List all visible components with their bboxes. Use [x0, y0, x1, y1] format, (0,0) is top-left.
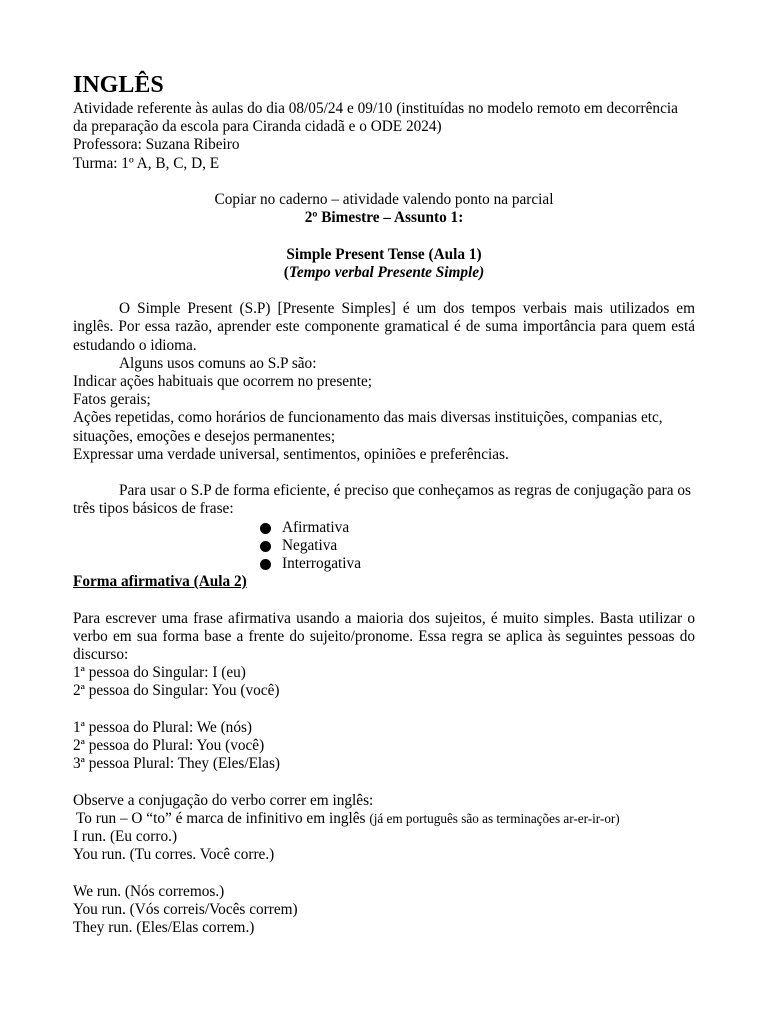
lesson1-title: Simple Present Tense (Aula 1) [286, 245, 482, 263]
term-heading: 2º Bimestre – Assunto 1: [304, 209, 464, 227]
sentence-type-label: Afirmativa [282, 518, 350, 536]
lesson1-intro: O Simple Present (S.P) [Presente Simples] é um dos tempos verbais mais utilizados em inglês. Por essa razão, aprender este componente gramatical é de suma importância para quem está estudando o idioma. [73, 300, 695, 354]
spacer [73, 591, 695, 609]
list-item [260, 519, 695, 537]
lesson1-subtitle-paren: ( [283, 263, 289, 281]
lesson1-subtitle-text: Tempo verbal Presente Simple) [288, 263, 485, 281]
list-item [260, 555, 695, 573]
example-item: You run. (Tu corres. Você corre.) [73, 846, 275, 864]
lesson1-uses-intro: Alguns usos comuns ao S.P são: [119, 354, 317, 372]
activity-description: Atividade referente às aulas do dia 08/05/24 e 09/10 (instituídas no modelo remoto em decorrência da preparação da escola para Ciranda cidadã e o ODE 2024) [73, 100, 678, 136]
bullet-icon [260, 523, 271, 534]
lesson1-subtitle [73, 264, 695, 282]
use-item: Fatos gerais; [73, 391, 151, 409]
bullet-icon [260, 541, 271, 552]
spacer [73, 864, 695, 882]
example-item: They run. (Eles/Elas correm.) [73, 919, 255, 937]
lesson1-conjugation-intro: Para usar o S.P de forma eficiente, é preciso que conheçamos as regras de conjugação para os três tipos básicos de frase: [73, 482, 691, 518]
example-item: We run. (Nós corremos.) [73, 882, 225, 900]
person-item: 2ª pessoa do Singular: You (você) [73, 682, 280, 700]
teacher-line: Professora: Suzana Ribeiro [73, 136, 240, 154]
use-item: Indicar ações habituais que ocorrem no presente; [73, 373, 373, 390]
person-item: 1ª pessoa do Singular: I (eu) [73, 664, 246, 682]
page-title: INGLÊS [73, 72, 164, 98]
use-item: Ações repetidas, como horários de funcionamento das mais diversas instituições, companias etc, situações, emoções e desejos permanentes; [73, 409, 663, 445]
copy-instruction: Copiar no caderno – atividade valendo ponto na parcial [214, 191, 554, 208]
infinitive-note: (já em português são as terminações ar-er-ir-or) [369, 810, 620, 826]
spacer [73, 227, 695, 245]
sentence-type-list [73, 519, 695, 574]
person-item: 3ª pessoa Plural: They (Eles/Elas) [73, 755, 281, 773]
example-item: You run. (Vós correis/Vocês correm) [73, 900, 298, 918]
spacer [73, 773, 695, 791]
sentence-type-label: Interrogativa [282, 555, 361, 573]
classes-line: Turma: 1º A, B, C, D, E [73, 154, 220, 172]
document-body [73, 70, 695, 937]
infinitive-line [76, 810, 695, 828]
spacer [73, 173, 695, 191]
infinitive-main: To run – O “to” é marca de infinitivo em inglês [76, 809, 366, 827]
sentence-type-label: Negativa [282, 536, 338, 554]
lesson2-title: Forma afirmativa (Aula 2) [73, 573, 247, 591]
person-item: 2ª pessoa do Plural: You (você) [73, 737, 265, 755]
observe-line: Observe a conjugação do verbo correr em inglês: [73, 791, 374, 809]
lesson2-intro: Para escrever uma frase afirmativa usando a maioria dos sujeitos, é muito simples. Basta utilizar o verbo em sua forma base a frente do sujeito/pronome. Essa regra se aplica às seguintes pessoas do discurso: [73, 609, 695, 664]
spacer [73, 464, 695, 482]
example-item: I run. (Eu corro.) [73, 828, 178, 846]
list-item [260, 537, 695, 555]
person-item: 1ª pessoa do Plural: We (nós) [73, 718, 253, 736]
bullet-icon [260, 559, 271, 570]
spacer [73, 282, 695, 300]
spacer [73, 701, 695, 719]
use-item: Expressar uma verdade universal, sentimentos, opiniões e preferências. [73, 445, 509, 463]
